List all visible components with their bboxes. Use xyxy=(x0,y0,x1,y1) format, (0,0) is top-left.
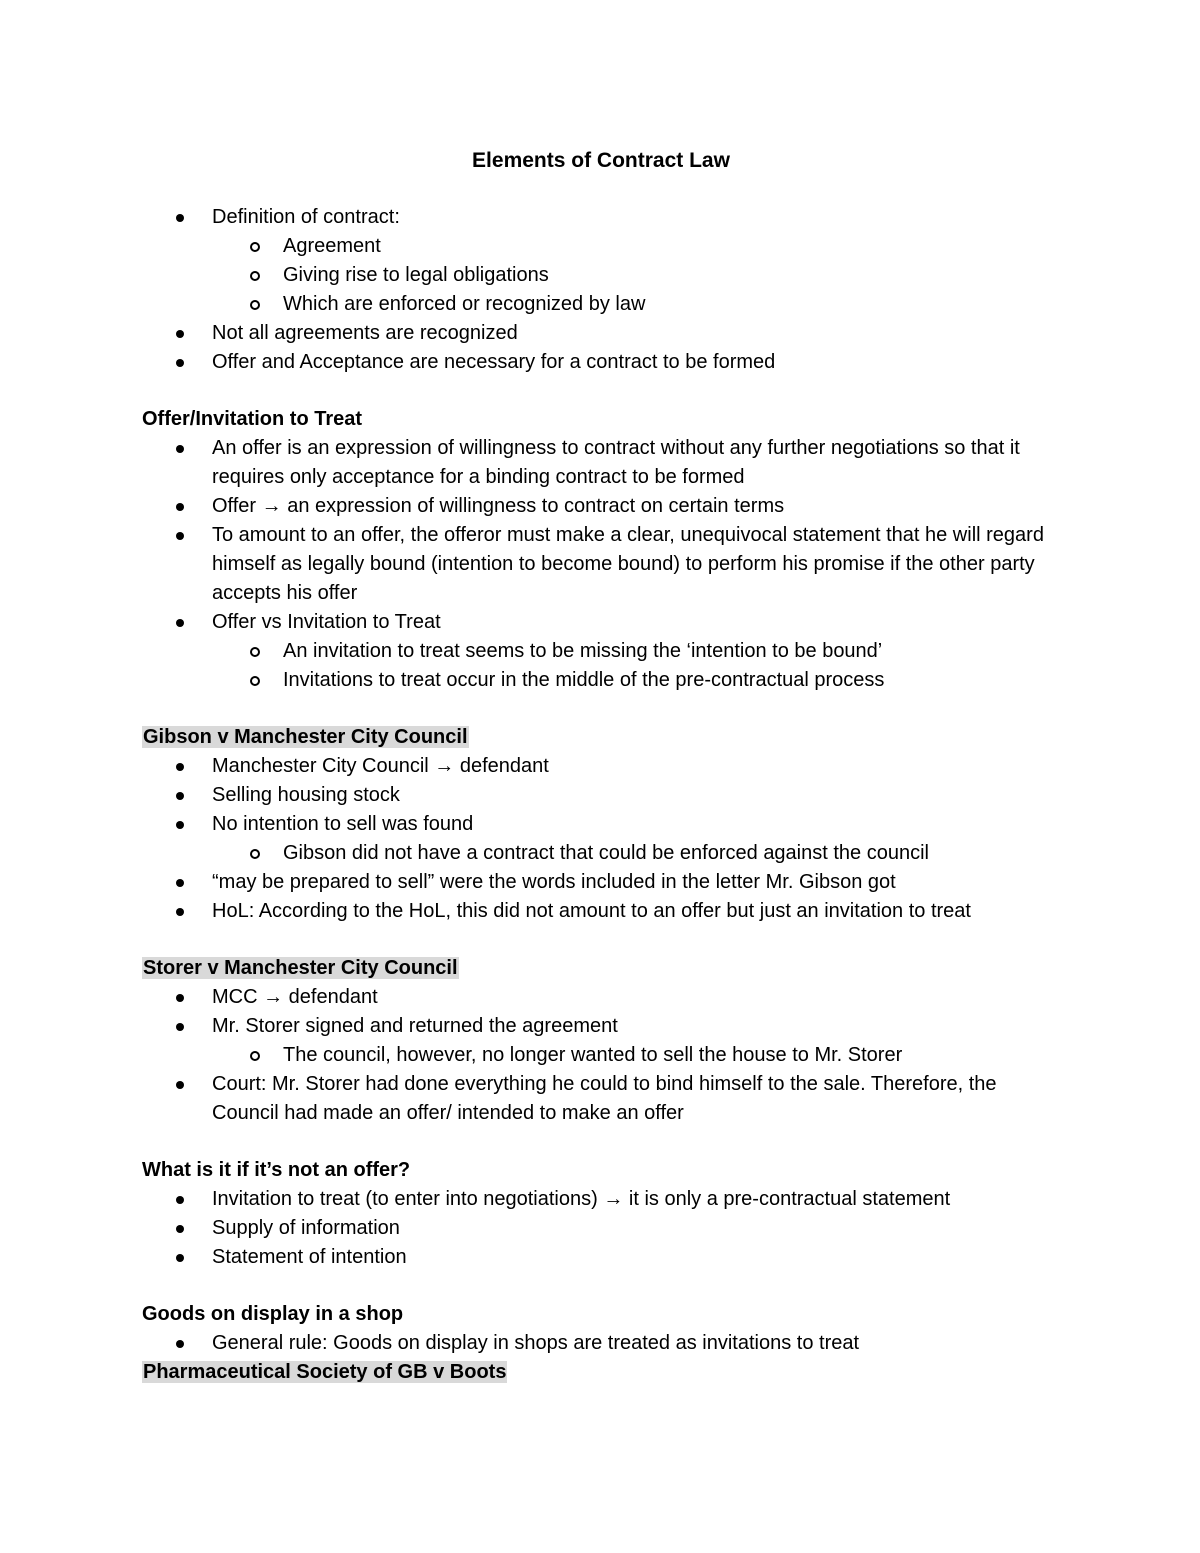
section-heading xyxy=(142,723,1060,752)
bullet-item: Selling housing stock xyxy=(142,781,1060,810)
section-heading-text: Goods on display in a shop xyxy=(142,1303,404,1325)
section-heading xyxy=(142,954,1060,983)
bullet-item: Not all agreements are recognized xyxy=(142,319,1060,348)
section-list xyxy=(142,983,1060,1128)
section-heading-text: Storer v Manchester City Council xyxy=(143,957,458,979)
sub-bullet-item: Gibson did not have a contract that could be enforced against the council xyxy=(142,839,1060,868)
section-list xyxy=(142,434,1060,695)
section-spacer xyxy=(142,1128,1060,1156)
bullet-item: Statement of intention xyxy=(142,1243,1060,1272)
bullet-item: Supply of information xyxy=(142,1214,1060,1243)
sub-bullet-item: Giving rise to legal obligations xyxy=(142,261,1060,290)
sub-bullet-item: Invitations to treat occur in the middle of the pre-contractual process xyxy=(142,666,1060,695)
bullet-item: “may be prepared to sell” were the words included in the letter Mr. Gibson got xyxy=(142,868,1060,897)
sub-bullet-item: Agreement xyxy=(142,232,1060,261)
section-spacer xyxy=(142,926,1060,954)
bullet-item: Manchester City Council → defendant xyxy=(142,752,1060,781)
bullet-item: Invitation to treat (to enter into negotiations) → it is only a pre-contractual statement xyxy=(142,1185,1060,1214)
section-heading xyxy=(142,405,1060,434)
bullet-item: Offer vs Invitation to Treat xyxy=(142,608,1060,637)
bullet-item: To amount to an offer, the offeror must make a clear, unequivocal statement that he will regard himself as legally bound (intention to become bound) to perform his promise if the other party accepts his offer xyxy=(142,521,1060,608)
section-spacer xyxy=(142,695,1060,723)
section-heading-text: Gibson v Manchester City Council xyxy=(143,726,468,748)
sections-container xyxy=(142,377,1060,1387)
section-heading xyxy=(142,1358,1060,1387)
section-heading xyxy=(142,1156,1060,1185)
bullet-item: HoL: According to the HoL, this did not amount to an offer but just an invitation to treat xyxy=(142,897,1060,926)
section-heading-text: Pharmaceutical Society of GB v Boots xyxy=(143,1361,507,1383)
section-spacer xyxy=(142,1272,1060,1300)
sub-bullet-item: The council, however, no longer wanted to sell the house to Mr. Storer xyxy=(142,1041,1060,1070)
section-list xyxy=(142,1329,1060,1358)
section-heading-text: What is it if it’s not an offer? xyxy=(142,1159,411,1181)
bullet-item: General rule: Goods on display in shops are treated as invitations to treat xyxy=(142,1329,1060,1358)
section-list xyxy=(142,752,1060,926)
section-spacer xyxy=(142,377,1060,405)
section-list xyxy=(142,1185,1060,1272)
document-title: Elements of Contract Law xyxy=(472,149,730,172)
bullet-item: Court: Mr. Storer had done everything he could to bind himself to the sale. Therefore, the Council had made an offer/ intended to make an offer xyxy=(142,1070,1060,1128)
bullet-item: Definition of contract: xyxy=(142,203,1060,232)
bullet-item: An offer is an expression of willingness to contract without any further negotiations so that it requires only acceptance for a binding contract to be formed xyxy=(142,434,1060,492)
intro-list xyxy=(142,203,1060,377)
bullet-item: No intention to sell was found xyxy=(142,810,1060,839)
sub-bullet-item: An invitation to treat seems to be missing the ‘intention to be bound’ xyxy=(142,637,1060,666)
bullet-item: Offer → an expression of willingness to contract on certain terms xyxy=(142,492,1060,521)
section-heading-text: Offer/Invitation to Treat xyxy=(142,408,363,430)
sub-bullet-item: Which are enforced or recognized by law xyxy=(142,290,1060,319)
bullet-item: Mr. Storer signed and returned the agreement xyxy=(142,1012,1060,1041)
section-heading xyxy=(142,1300,1060,1329)
bullet-item: Offer and Acceptance are necessary for a contract to be formed xyxy=(142,348,1060,377)
bullet-item: MCC → defendant xyxy=(142,983,1060,1012)
